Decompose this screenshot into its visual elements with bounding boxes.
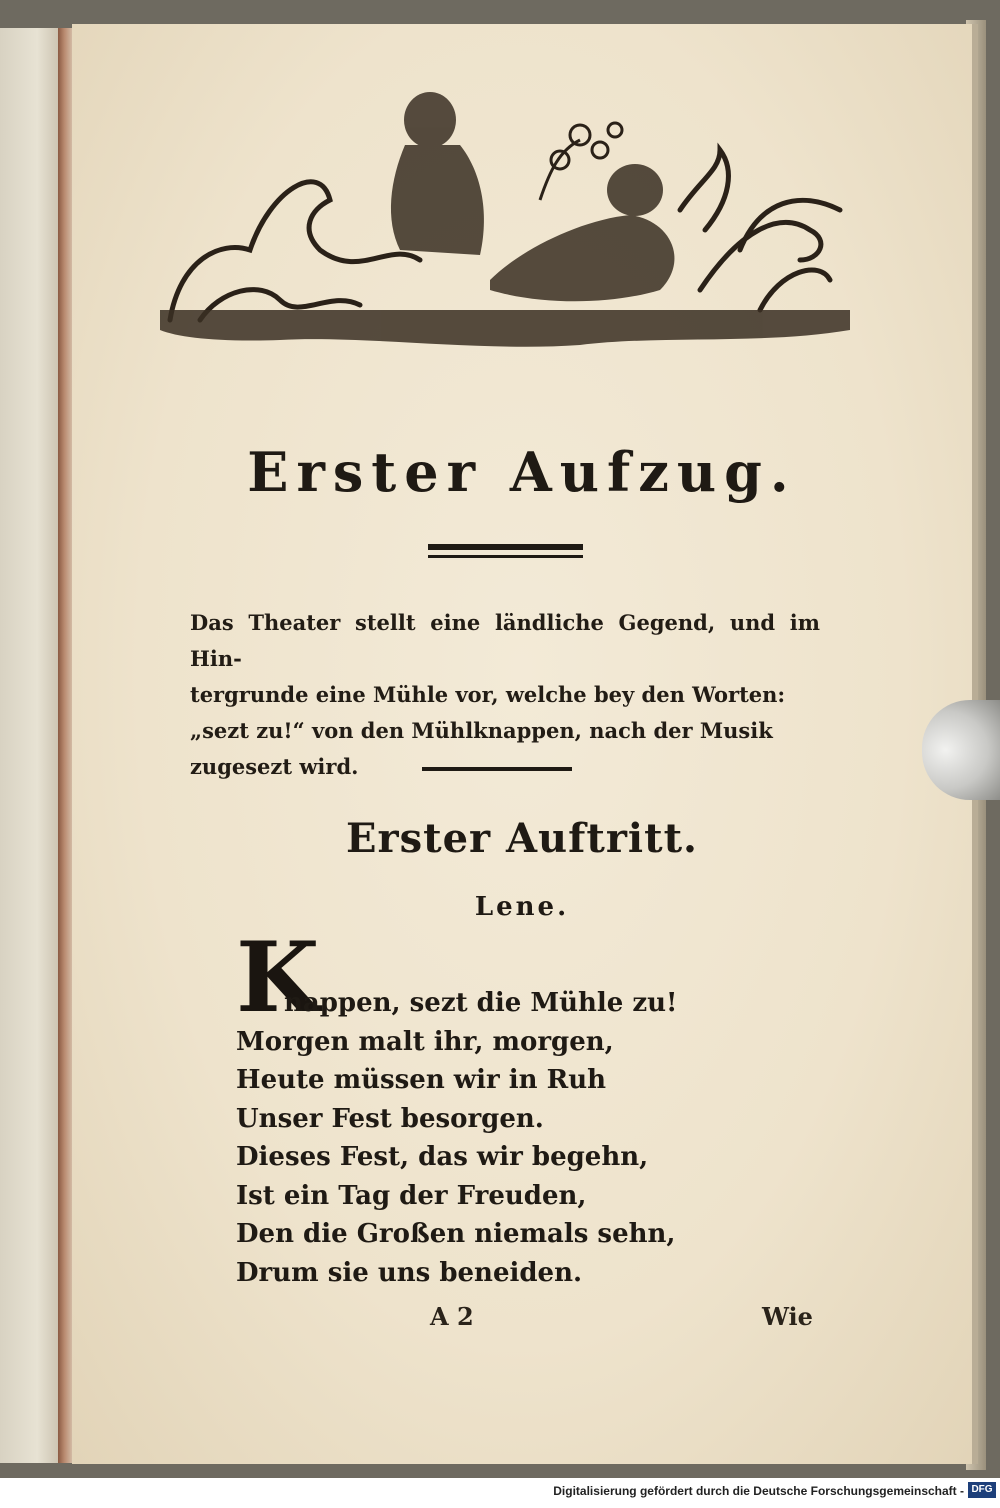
stage-direction-line: zugesezt wird. bbox=[190, 754, 359, 779]
dfg-logo-icon: DFG bbox=[968, 1482, 996, 1498]
verse-line: Drum sie uns beneiden. bbox=[236, 1257, 583, 1288]
drop-cap: K bbox=[236, 921, 320, 1034]
verse-line: Ist ein Tag der Freuden, bbox=[236, 1180, 587, 1211]
double-rule-divider bbox=[428, 544, 583, 562]
scene-heading: Erster Auftritt. bbox=[346, 815, 698, 862]
stage-direction bbox=[190, 605, 820, 785]
digitization-credit: Digitalisierung gefördert durch die Deutsche Forschungsgemeinschaft - bbox=[553, 1484, 964, 1498]
verse-line: Heute müssen wir in Ruh bbox=[236, 1065, 607, 1095]
verse-line: Dieses Fest, das wir begehn, bbox=[236, 1142, 649, 1172]
catchword: Wie bbox=[762, 1302, 813, 1331]
signature-mark: A 2 bbox=[430, 1302, 474, 1331]
stage-direction-line: tergrunde eine Mühle vor, welche bey den Worten: bbox=[190, 682, 786, 707]
verse-line: Morgen malt ihr, morgen, bbox=[236, 1026, 614, 1057]
stage-direction-line: Das Theater stellt eine ländliche Gegend, und im Hin- bbox=[190, 610, 820, 671]
rule-divider bbox=[422, 767, 572, 771]
act-title: Erster Aufzug. bbox=[247, 440, 797, 504]
rule-thin bbox=[428, 555, 583, 558]
verse-line: Den die Großen niemals sehn, bbox=[236, 1219, 676, 1249]
verse-line: nappen, sezt die Mühle zu! bbox=[284, 988, 678, 1018]
verse-line: Unser Fest besorgen. bbox=[236, 1103, 544, 1134]
ornamental-vignette-icon bbox=[160, 90, 850, 355]
speaker-name: Lene. bbox=[474, 892, 570, 922]
rule-thick bbox=[428, 544, 583, 550]
verse-block bbox=[236, 984, 756, 1292]
left-page-edge bbox=[0, 28, 62, 1463]
stage-direction-line: „sezt zu!“ von den Mühlknappen, nach der Musik bbox=[190, 718, 773, 743]
